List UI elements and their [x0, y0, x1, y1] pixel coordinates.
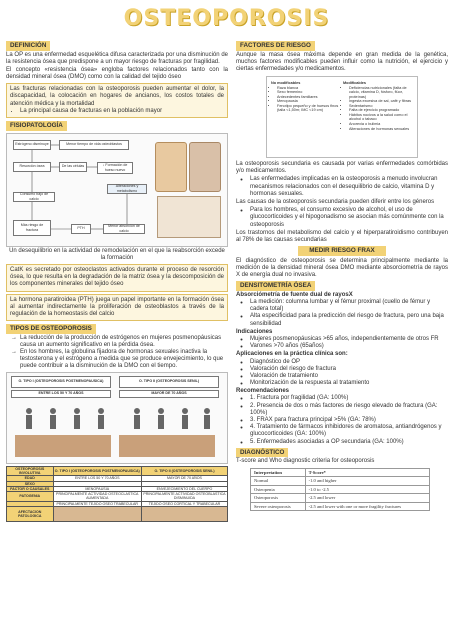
table-cell: PRINCIPALMENTE TEJIDO OSEO TRABECULAR	[53, 501, 141, 506]
aplicacion-item: ◦ Valoración de tratamiento	[250, 373, 448, 380]
modificable-item: • Alteraciones de hormonas sexuales	[349, 127, 413, 132]
fracturas-box	[6, 83, 228, 118]
table-cell: O. TIPO II (OSTEOPOROSIS SENIL)	[141, 466, 227, 476]
absorciometria-item: ◦ La medición: columna lumbar y el fémur proximal (cuello de fémur y cadera total)	[250, 299, 448, 313]
table-cell: Osteopenia	[251, 485, 306, 494]
table-cell: OSTEOPOROSIS INVOLUTIVA	[7, 466, 54, 476]
generos-sub: ◦ Para los hombres, el consumo excesivo de alcohol, el uso de glucocorticoides y el hipogonadismo se asocian más comúnmente con la osteoporosis	[250, 207, 448, 229]
modificable-item: • Falta de ejercicio programado	[349, 108, 413, 113]
fisiopatologia-caption: Un desequilibrio en la actividad de remodelación en el que la reabsorción excede la formación	[9, 247, 225, 261]
factores-paragraph: Aunque la masa ósea máxima depende en gran medida de la genética, muchos factores modificables pueden influir como la nutrición, el ejercicio y ciertas enfermedades y/o medicamentos.	[236, 51, 448, 72]
table-cell	[141, 507, 227, 522]
table-cell: AFECTACION PATOLOGICA	[7, 507, 54, 522]
table-cell: -2.5 and lower with one or more fragility fractures	[305, 502, 429, 511]
indicacion-item: ◦ Varones >70 años (65años)	[250, 343, 448, 350]
right-column	[236, 40, 448, 511]
recomendacion-item: ◦ 1. Fractura por fragilidad (GA: 100%)	[250, 395, 448, 402]
pth-box: La hormona paratiroidea (PTH) juega un papel importante en la formación ósea al aumentar indirectamente la proliferación de osteoblastos a través de la regulación de la homeostasis del calcio	[6, 294, 228, 322]
table-row	[251, 485, 430, 494]
table-cell: TEJIDO OSEO CORTICAL Y TRABECULAR	[141, 501, 227, 506]
diagram-node: PTH	[71, 224, 91, 234]
indicacion-item: ◦ Mujeres posmenopáusicas >65 años, independientemente de otros FR	[250, 336, 448, 343]
modificable-item: • Deficiencias nutricionales (falta de calcio, vitamina D, fósforo, flúor, proteínas)	[349, 86, 413, 100]
tipos-figure	[6, 372, 228, 464]
table-cell: MENOPAUSIA	[53, 486, 141, 491]
page-title: OSTEOPOROSIS	[123, 6, 330, 31]
modificable-item: • Ingesta excesiva de sal, café y fibras	[349, 99, 413, 104]
medir-paragraph: El diagnóstico de osteoporosis se determina principalmente mediante la medición de la densidad mineral ósea DMO mediante absorciometría de rayos X de energía dual no invasiva.	[236, 257, 448, 279]
diagnostico-heading: DIAGNÓSTICO	[236, 448, 288, 458]
bone-image-osteoporotic	[189, 142, 221, 192]
diagram-node: De las células	[59, 162, 87, 172]
modificables-column	[343, 81, 413, 131]
recomendacion-item: ◦ 2. Presencia de dos o más factores de riesgo elevado de fractura (GA: 100%)	[250, 403, 448, 417]
aplicacion-item: ◦ Monitorización de la respuesta al tratamiento	[250, 380, 448, 387]
medir-heading: MEDIR RIESGO FRAX	[298, 246, 386, 256]
sex-figures	[11, 401, 219, 459]
table-cell: O. TIPO I (OSTEOPOROSIS POSTMENOPAUSICA)	[53, 466, 141, 476]
tipos-heading: TIPOS DE OSTEOPOROSIS	[6, 324, 96, 334]
fracturas-box-text: Las fracturas relacionadas con la osteoporosis pueden aumentar el dolor, la discapacidad, la colocación en hogares de ancianos, los costos totales de atención médica y la mortalidad	[10, 86, 224, 107]
recomendacion-item: ◦ 4. Tratamiento de fármacos inhibidores de aromatosa, antiandrógenos y glucocorticoides (GA: 100%)	[250, 424, 448, 438]
table-cell: Normal	[251, 477, 306, 486]
table-cell: EDAD	[7, 476, 54, 481]
diagram-node: Alteraciones y metabolismo	[107, 184, 147, 194]
definicion-heading: DEFINICIÓN	[6, 41, 50, 51]
metabolismo-paragraph: Los trastornos del metabolismo del calcio y el hiperparatiroidismo contribuyen al 78% de las causas secundarias	[236, 229, 448, 243]
tscore-header: Interpretation	[251, 468, 306, 477]
table-row	[251, 477, 430, 486]
definicion-paragraph-2: El concepto «resistencia ósea» engloba factores relacionados tanto con la densidad mineral ósea (DMO) como con la calidad del tejido óseo	[6, 66, 228, 81]
no-modificable-item: • Fenotipo pequeño y de huesos finos (talla <1,50m; IMC <19 cm)	[277, 104, 339, 113]
tipo-1-age: ENTRE LOS 50 Y 70 AÑOS	[11, 390, 111, 398]
table-cell: -2.5 and lower	[305, 494, 429, 503]
secundaria-paragraph: La osteoporosis secundaria es causada por varias enfermedades comórbidas y/o medicamentos.	[236, 161, 448, 175]
left-column	[6, 40, 228, 522]
table-row	[7, 492, 228, 502]
tscore-table	[250, 468, 430, 512]
table-cell: ENTRE LOS 50 Y 70 AÑOS	[53, 476, 141, 481]
diagram-node: Consumo bajo de calcio	[13, 192, 55, 202]
table-row	[251, 502, 430, 511]
table-cell: SEXO	[7, 481, 54, 486]
densitometria-heading: DENSITOMETRÍA ÓSEA	[236, 281, 315, 291]
tipo-2-age: MAYOR DE 70 AÑOS	[119, 390, 219, 398]
no-modificable-item: • Raza blanca	[277, 86, 339, 91]
tipo-2-title: O. TIPO II (OSTEOPOROSIS SENIL)	[119, 376, 219, 388]
diagram-node: Menor absorción de calcio	[103, 224, 145, 234]
no-modificable-item: • Sexo femenino	[277, 90, 339, 95]
modificables-title: Modificables	[343, 81, 366, 86]
tipos-table	[6, 466, 228, 523]
table-cell: MAYOR DE 70 AÑOS	[141, 476, 227, 481]
diagram-node: Más riesgo de fractura	[13, 220, 51, 236]
aplicaciones-title: Aplicaciones en la práctica clínica son:	[236, 351, 348, 358]
modificable-item: • Sedentarismo	[349, 104, 413, 109]
table-cell: PRINCIPALMENTE ACTIVIDAD OSTEOCLASTICA AUMENTADA	[53, 492, 141, 502]
no-modificables-column	[271, 81, 339, 113]
table-cell: -1.0 and higher	[305, 477, 429, 486]
diagram-node: ↓ Formación de hueso nuevo	[97, 162, 133, 174]
diagnostico-paragraph: T-score and Who diagnostic criteria for osteoporosis	[236, 458, 375, 465]
modificable-item: • Hábitos nocivos a la salud como el alcohol o tabaco	[349, 113, 413, 122]
table-cell: PRINCIPALMENTE ACTIVIDAD OSTEOBLASTICA DISMINUIDA	[143, 492, 226, 501]
aplicacion-item: ◦ Diagnóstico de OP	[250, 359, 448, 366]
fisiopatologia-heading: FISIOPATOLOGÍA	[6, 121, 67, 131]
table-cell	[53, 507, 141, 522]
fisiopatologia-diagram	[6, 133, 228, 247]
diagram-node: Resorción ósea	[13, 162, 51, 172]
indicaciones-title: Indicaciones	[236, 328, 273, 335]
diagram-node: Menor tiempo de vida osteoblastos	[59, 140, 129, 150]
fracturas-box-bullet: • La principal causa de fracturas en la población mayor	[20, 108, 224, 115]
absorciometria-title: Absorciómetría de fuente dual de rayosX	[236, 291, 353, 298]
tipos-item-1: → La reducción de la producción de estrógenos en mujeres posmenopáusicas causa un aumento significativo en la pérdida ósea.	[20, 335, 228, 349]
tscore-header: T-Score*	[305, 468, 429, 477]
aplicacion-item: ◦ Valoración del riesgo de fractura	[250, 366, 448, 373]
table-row	[7, 466, 228, 476]
recomendacion-item: ◦ 3. FRAX para fractura principal >5% (GA: 78%)	[250, 417, 448, 424]
recomendacion-item: ◦ 5. Enfermedades asociadas a OP secundaria (GA: 100%)	[250, 439, 448, 446]
no-modificable-item: • Menopausia	[277, 99, 339, 104]
tipo-1-title: O. TIPO I (OSTEOPOROSIS POSTMENOPAUSICA)	[11, 376, 111, 388]
no-modificables-title: No modificables	[271, 81, 301, 86]
factores-heading: FACTORES DE RIESGO	[236, 41, 315, 51]
generos-paragraph: Las causas de la osteoporosis secundaria pueden diferir entre los géneros	[236, 199, 435, 206]
bone-microstructure-image	[157, 196, 221, 238]
bone-image-healthy	[155, 142, 187, 192]
diagram-node: Estrógeno disminuye	[13, 140, 51, 150]
table-row	[251, 494, 430, 503]
catk-box: CatK es secretado por osteoclastos activados durante el proceso de resorción ósea, lo que resulta en la degradación de la matriz ósea y la descomposición de los componentes minerales del tejido óseo	[6, 264, 228, 292]
definicion-paragraph-1: La OP es una enfermedad esquelética difusa caracterizada por una disminución de la resistencia ósea que predispone a un mayor riesgo de fracturas por fragilidad.	[6, 51, 228, 65]
recomendaciones-title: Recomendaciones	[236, 388, 290, 395]
modificable-item: • Anorexia o bulimia	[349, 122, 413, 127]
factores-table	[266, 76, 418, 158]
table-cell: Severe osteoporosis	[251, 502, 306, 511]
table-cell: PATOGENIA	[7, 492, 54, 502]
table-cell: ENVEJECIMIENTO DEL CUERPO	[141, 486, 227, 491]
table-cell: FACTOR O CAUSALES	[7, 486, 54, 491]
secundaria-sub-1: ◦ Las enfermedades implicadas en la osteoporosis a menudo involucran mecanismos relacionados con el desequilibrio de calcio, vitamina D y hormonas sexuales.	[250, 176, 448, 198]
tipos-item-2: → En los hombres, la globulina fijadora de hormonas sexuales inactiva la testosterona y el estrógeno a medida que se produce envejecimiento, lo que puede contribuir a la disminución de la DMO con el tiempo.	[20, 349, 228, 371]
table-cell: Osteoporosis	[251, 494, 306, 503]
table-row	[7, 507, 228, 522]
absorciometria-item: ◦ Alta especificidad para la predicción del riesgo de fractura, pero una baja sensibilidad	[250, 313, 448, 327]
table-cell: -1.0 to -2.5	[305, 485, 429, 494]
no-modificable-item: • Antecedentes familiares	[277, 95, 339, 100]
